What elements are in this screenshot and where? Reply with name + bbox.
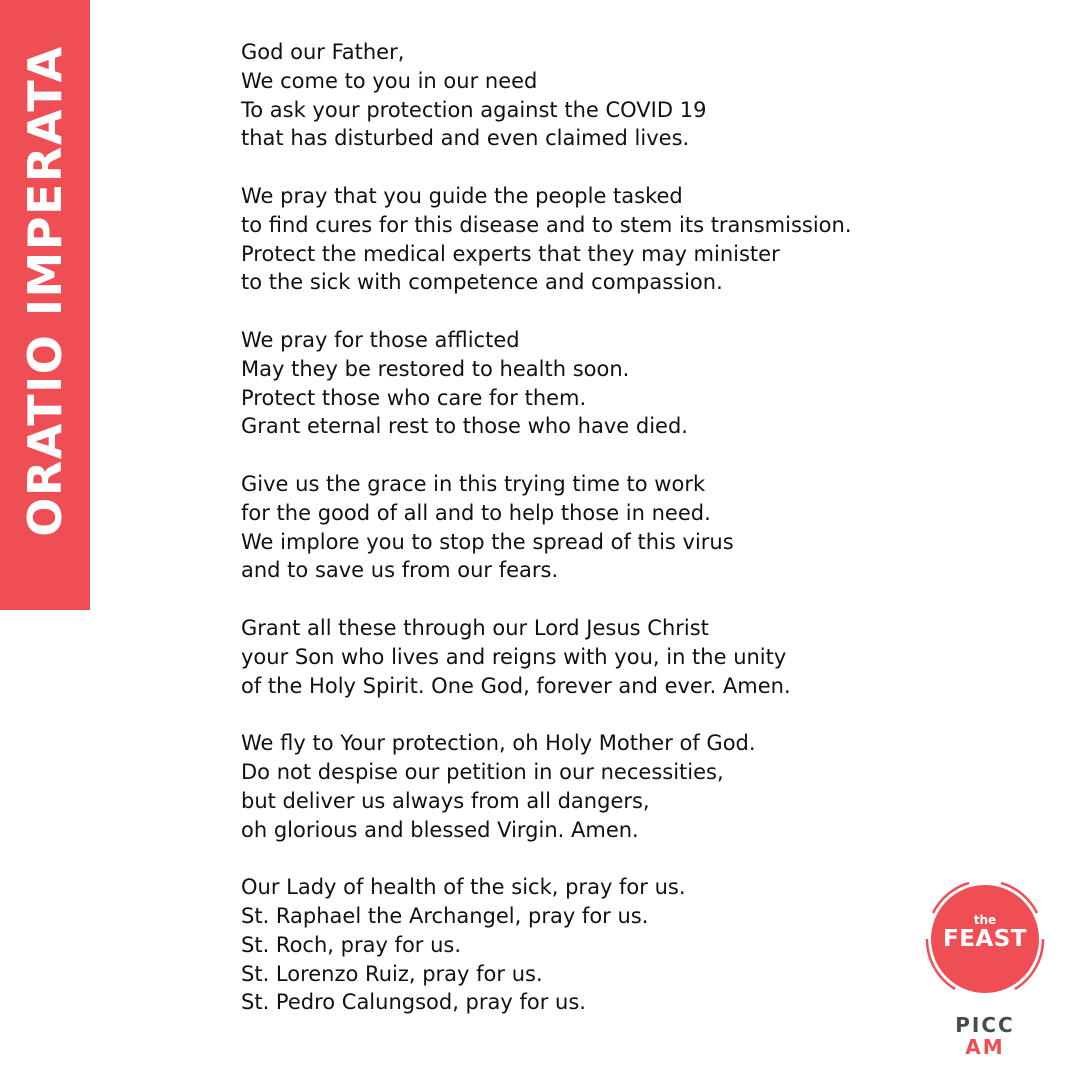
logo-the-text: the bbox=[973, 913, 997, 927]
prayer-stanza bbox=[241, 470, 961, 585]
prayer-text bbox=[241, 38, 961, 1046]
prayer-line: We pray for those afflicted bbox=[241, 327, 520, 352]
prayer-stanza bbox=[241, 729, 961, 844]
banner-title: ORATIO IMPERATA bbox=[18, 45, 72, 537]
prayer-line: May they be restored to health soon. bbox=[241, 356, 630, 381]
prayer-stanza bbox=[241, 182, 961, 297]
prayer-line: God our Father, bbox=[241, 40, 405, 64]
prayer-line: oh glorious and blessed Virgin. Amen. bbox=[241, 817, 639, 842]
prayer-line: to the sick with competence and compassion. bbox=[241, 270, 723, 295]
prayer-line: to find cures for this disease and to stem its transmission. bbox=[241, 212, 852, 237]
prayer-line: Our Lady of health of the sick, pray for us. bbox=[241, 875, 686, 900]
prayer-stanza bbox=[241, 326, 961, 441]
prayer-line: for the good of all and to help those in need. bbox=[241, 500, 711, 525]
prayer-line: St. Roch, pray for us. bbox=[241, 932, 462, 957]
the-feast-logo bbox=[919, 873, 1051, 1005]
prayer-line: and to save us from our fears. bbox=[241, 558, 559, 583]
prayer-line: St. Raphael the Archangel, pray for us. bbox=[241, 903, 649, 928]
prayer-line: of the Holy Spirit. One God, forever and ever. Amen. bbox=[241, 673, 791, 698]
prayer-line: We come to you in our need bbox=[241, 68, 538, 93]
prayer-line: Protect the medical experts that they may minister bbox=[241, 241, 780, 266]
prayer-line: We implore you to stop the spread of this virus bbox=[241, 529, 734, 554]
prayer-line: We pray that you guide the people tasked bbox=[241, 183, 683, 208]
prayer-stanza bbox=[241, 614, 961, 700]
prayer-line: To ask your protection against the COVID 19 bbox=[241, 97, 707, 122]
prayer-line: Do not despise our petition in our necessities, bbox=[241, 759, 724, 784]
prayer-line: Grant eternal rest to those who have died. bbox=[241, 414, 688, 439]
side-banner bbox=[0, 0, 90, 610]
prayer-line: We fly to Your protection, oh Holy Mother of God. bbox=[241, 731, 756, 756]
prayer-line: your Son who lives and reigns with you, in the unity bbox=[241, 644, 787, 669]
venue-name: PICC bbox=[955, 1013, 1015, 1037]
venue-session: AM bbox=[965, 1035, 1005, 1059]
prayer-stanza bbox=[241, 873, 961, 1017]
prayer-line: Grant all these through our Lord Jesus Christ bbox=[241, 615, 709, 640]
prayer-line: Give us the grace in this trying time to work bbox=[241, 471, 706, 496]
prayer-line: St. Pedro Calungsod, pray for us. bbox=[241, 990, 586, 1015]
logo-feast-text: FEAST bbox=[943, 926, 1027, 952]
prayer-line: Protect those who care for them. bbox=[241, 385, 587, 410]
venue-label bbox=[935, 1014, 1035, 1058]
prayer-line: St. Lorenzo Ruiz, pray for us. bbox=[241, 961, 543, 986]
prayer-line: but deliver us always from all dangers, bbox=[241, 788, 650, 813]
prayer-line: that has disturbed and even claimed lives. bbox=[241, 126, 690, 151]
prayer-stanza bbox=[241, 38, 961, 153]
